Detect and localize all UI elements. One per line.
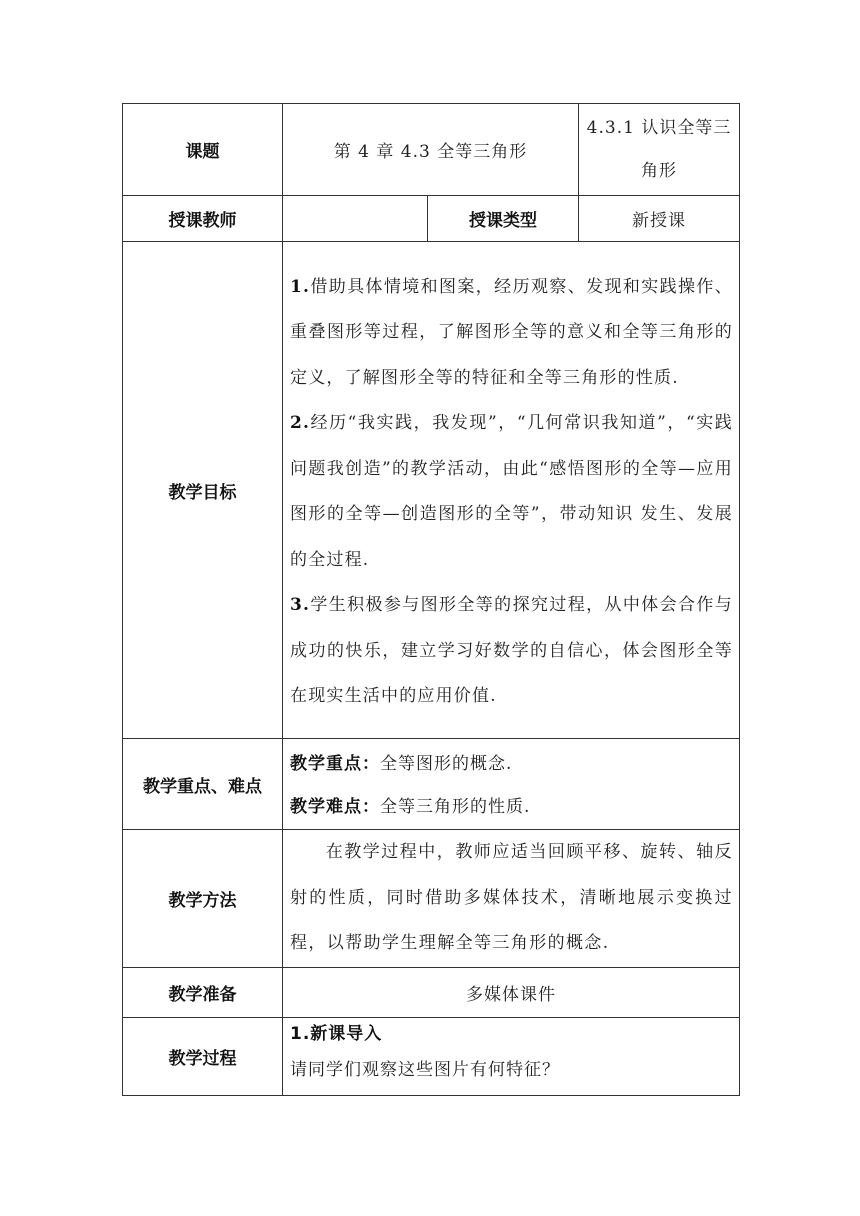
objectives-row xyxy=(123,242,740,739)
focus-text: 全等图形的概念. xyxy=(380,754,513,774)
objective-item xyxy=(290,265,733,402)
process-content xyxy=(283,1017,740,1095)
method-row xyxy=(123,830,740,968)
key-points-row xyxy=(123,739,740,830)
teacher-value xyxy=(283,196,428,242)
method-content xyxy=(283,830,740,968)
objective-text: 经历“我实践，我发现”，“几何常识我知道”，“实践问题我创造”的教学活动，由此“感悟图形的全等—应用图形的全等—创造图形的全等”，带动知识 发生、发展的全过程. xyxy=(290,413,733,570)
process-label: 教学过程 xyxy=(123,1017,283,1095)
topic-value: 第 4 章 4.3 全等三角形 xyxy=(283,104,579,196)
topic-label: 课题 xyxy=(123,104,283,196)
objective-text: 借助具体情境和图案，经历观察、发现和实践操作、重叠图形等过程，了解图形全等的意义和全等三角形的定义，了解图形全等的特征和全等三角形的性质. xyxy=(290,276,733,388)
objective-number: 2. xyxy=(290,413,311,433)
lesson-type-label: 授课类型 xyxy=(428,196,579,242)
process-row xyxy=(123,1017,740,1095)
objective-item xyxy=(290,583,733,720)
difficulty-text: 全等三角形的性质. xyxy=(380,797,531,817)
topic-subsection: 4.3.1 认识全等三角形 xyxy=(579,104,740,196)
lesson-type-value: 新授课 xyxy=(579,196,740,242)
objective-number: 3. xyxy=(290,595,311,615)
preparation-label: 教学准备 xyxy=(123,967,283,1017)
method-label: 教学方法 xyxy=(123,830,283,968)
process-step-text: 请同学们观察这些图片有何特征？ xyxy=(290,1059,560,1080)
objective-number: 1. xyxy=(290,276,311,297)
process-step-title: 1.新课导入 xyxy=(290,1023,383,1044)
method-text: 在教学过程中，教师应适当回顾平移、旋转、轴反射的性质，同时借助多媒体技术，清晰地展示变换过程，以帮助学生理解全等三角形的概念. xyxy=(290,842,733,953)
objectives-label: 教学目标 xyxy=(123,242,283,739)
difficulty-label: 教学难点： xyxy=(290,797,380,817)
topic-row xyxy=(123,104,740,196)
focus-line xyxy=(290,743,733,786)
teacher-label: 授课教师 xyxy=(123,196,283,242)
preparation-value: 多媒体课件 xyxy=(283,967,740,1017)
lesson-plan-table xyxy=(122,103,740,1096)
teacher-row xyxy=(123,196,740,242)
focus-label: 教学重点： xyxy=(290,754,380,774)
key-points-content xyxy=(283,739,740,830)
objectives-content xyxy=(283,242,740,739)
objective-item xyxy=(290,401,733,583)
objective-text: 学生积极参与图形全等的探究过程，从中体会合作与成功的快乐，建立学习好数学的自信心，体会图形全等在现实生活中的应用价值. xyxy=(290,595,733,706)
difficulty-line xyxy=(290,786,733,829)
preparation-row xyxy=(123,967,740,1017)
key-points-label: 教学重点、难点 xyxy=(123,739,283,830)
